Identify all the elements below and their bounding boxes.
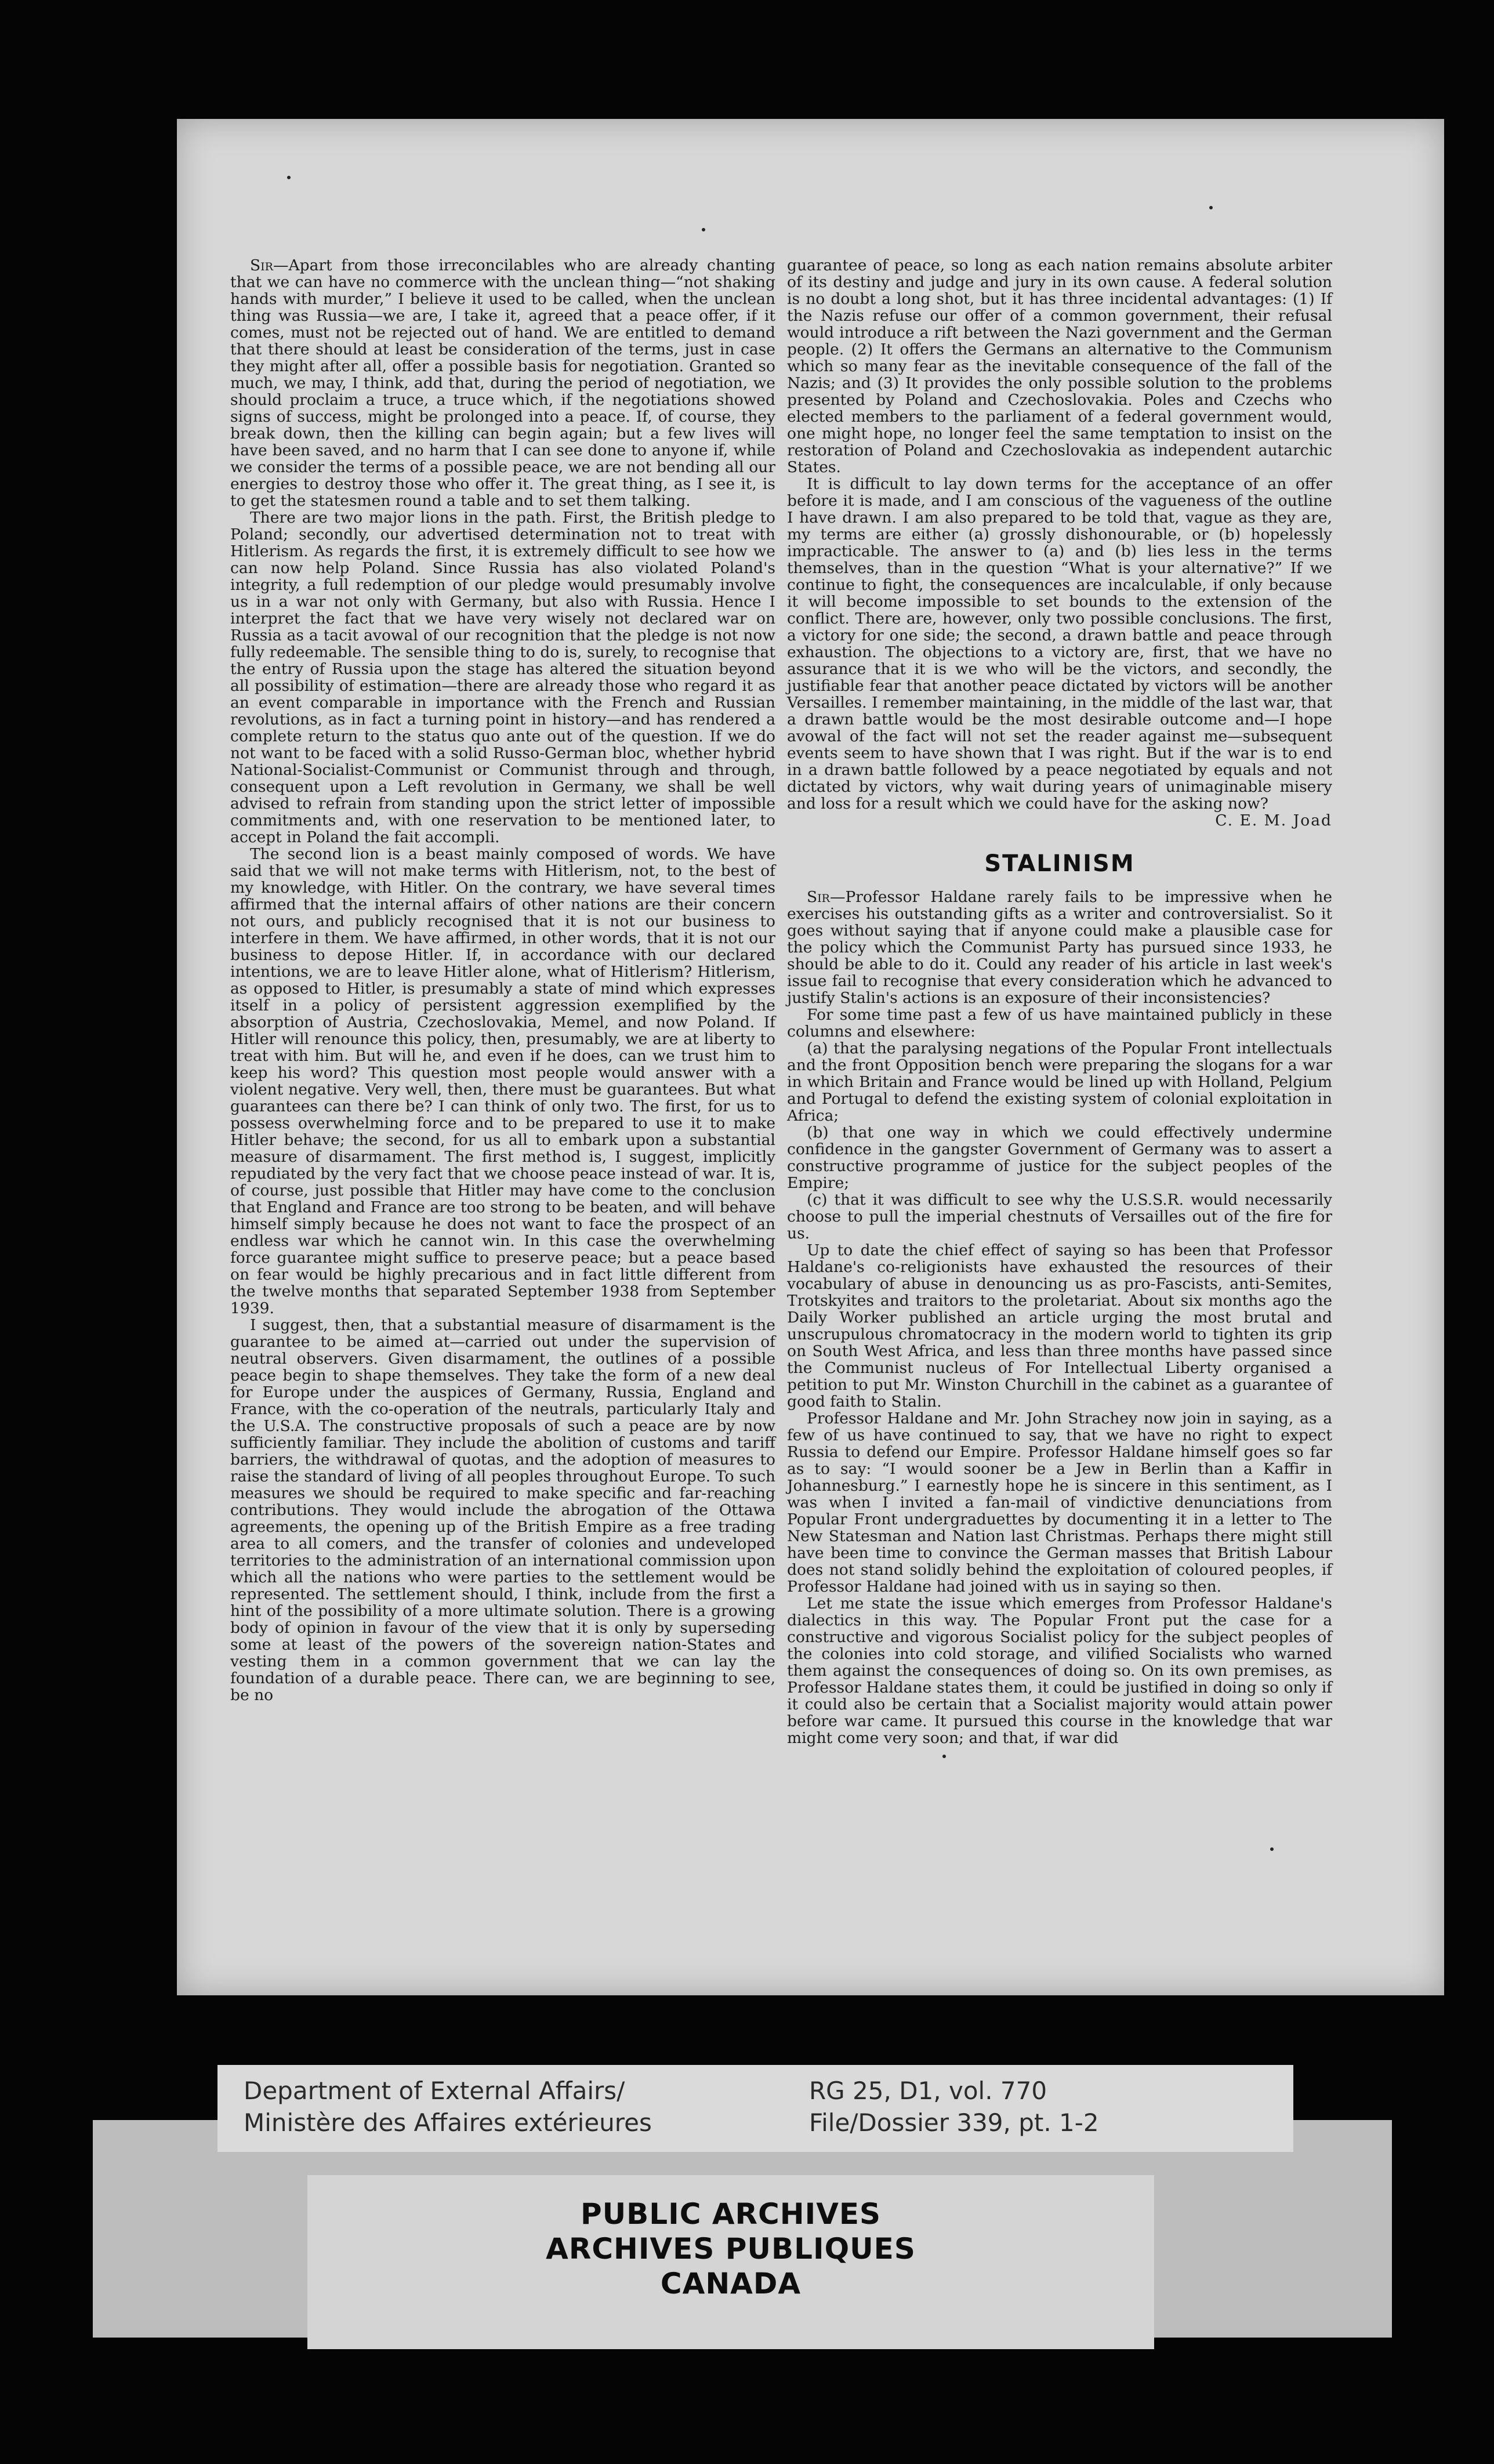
article-paragraph: It is difficult to lay down terms for the acceptance of an offer before it is made, and I am conscious of the vagueness of the outline I have drawn. I am also prepared to be told that, vague as they are, my terms are either (a) grossly dishonourable, or (b) hopelessly impracticable. The answer to (a) and (b) lies less in the terms themselves, than in the question “What is your alternative?” If we continue to fight, the consequences are incalculable, if only because it will become impossible to set bounds to the extension of the conflict. There are, however, only two possible conclusions. The first, a victory for one side; the second, a drawn battle and peace through exhaustion. The objections to a victory are, first, that we have no assurance that it is we who will be the victors, and secondly, the justifiable fear that another peace dictated by victors will be another Versailles. I remember maintaining, in the middle of the last war, that a drawn battle would be the most desirable outcome and—I hope avowal of the fact will not set the reader against me—subsequent events seem to have shown that I was right. But if the war is to end in a drawn battle followed by a peace negotiated by equals and not dictated by victors, why wait during years of unimaginable misery and loss for a result which we could have for the asking now?: [787, 475, 1332, 813]
article-right-column: [787, 257, 1332, 1746]
article-paragraph: guarantee of peace, so long as each nation remains absolute arbiter of its destiny and judge and jury in its own cause. A federal solution is no doubt a long shot, but it has three incidental advantages: (1) If the Nazis refuse our offer of a common government, their refusal would introduce a rift between the Nazi government and the German people. (2) It offers the Germans an alternative to the Communism which so many fear as the inevitable consequence of the fall of the Nazis; and (3) It provides the only possible solution to the problems presented by Poland and Czechoslovakia. Poles and Czechs who elected members to the parliament of a federal government would, one might hope, no longer feel the same temptation to insist on the restoration of Poland and Czechoslovakia as independent autarchic States.: [787, 256, 1332, 476]
letter-paragraph: (c) that it was difficult to see why the U.S.S.R. would necessarily choose to pull the imperial chestnuts of Versailles out of the fire for us.: [787, 1191, 1332, 1242]
archive-stamp-card: [93, 2120, 1392, 2338]
salutation: Sir: [807, 888, 830, 906]
stamp-line: ARCHIVES PUBLIQUES: [546, 2232, 916, 2266]
letter-paragraph: For some time past a few of us have maintained publicly in these columns and elsewhere:: [787, 1006, 1332, 1041]
letter-paragraph: Sir—Professor Haldane rarely fails to be impressive when he exercises his outstanding gifts as a writer and controversialist. So it goes without saying that if anyone could make a plausible case for the policy which the Communist Party has pursued since 1933, he should be able to do it. Could any reader of his article in last week's issue fail to recognise that every consideration which he advanced to justify Stalin's actions is an exposure of their inconsistencies?: [787, 888, 1332, 1007]
article-left-column: [230, 257, 775, 1704]
section-heading: STALINISM: [984, 850, 1135, 877]
film-speck: [1270, 1847, 1274, 1851]
film-speck: [942, 1755, 946, 1758]
letter-paragraph: Let me state the issue which emerges from Professor Haldane's dialectics in this way. The Popular Front put the case for a constructive and vigorous Socialist policy for the subject peoples of the colonies into cold storage, and vilified Socialists who warned them against the consequences of doing so. On its own premises, as Professor Haldane states them, it could be justified in doing so only if it could also be certain that a Socialist majority would attain power before war came. It pursued this course in the knowledge that war might come very soon; and that, if war did: [787, 1595, 1332, 1747]
record-group: RG 25, D1, vol. 770: [809, 2077, 1047, 2105]
letter-paragraph: Up to date the chief effect of saying so has been that Professor Haldane's co-religionists have exhausted the resources of their vocabulary of abuse in denouncing us as pro-Fascists, anti-Semites, Trotskyites and traitors to the proletariat. About six months ago the Daily Worker published an article urging the most brutal and unscrupulous chromatocracy in the modern world to tighten its grip on South West Africa, and less than three months have passed since the Communist nucleus of For Intellectual Liberty organised a petition to put Mr. Winston Churchill in the cabinet as a guarantee of good faith to Stalin.: [787, 1241, 1332, 1411]
letter-paragraph: (b) that one way in which we could effectively undermine confidence in the gangster Government of Germany was to assert a constructive programme of justice for the subject peoples of the Empire;: [787, 1124, 1332, 1192]
salutation: Sir: [250, 256, 273, 274]
letter-paragraph: (a) that the paralysing negations of the Popular Front intellectuals and the front Opposition bench were preparing the slogans for a war in which Britain and France would be lined up with Holland, Pelgium and Portugal to defend the existing system of colonial exploitation in Africa;: [787, 1039, 1332, 1125]
department-english: Department of External Affairs/: [244, 2077, 625, 2105]
archive-reference-card: [217, 2065, 1293, 2152]
file-number: File/Dossier 339, pt. 1-2: [809, 2108, 1099, 2137]
archive-stamp: [307, 2175, 1154, 2349]
newspaper-page: [177, 119, 1444, 1995]
article-paragraph: Sir—Apart from those irreconcilables who are already chanting that we can have no commerce with the unclean thing—“not shaking hands with murder,” I believe it used to be called, when the unclean thing was Russia—we are, I take it, agreed that a peace offer, if it comes, must not be rejected out of hand. We are entitled to demand that there should at least be consideration of the terms, just in case they might after all, offer a possible basis for negotiation. Granted so much, we may, I think, add that, during the period of negotiation, we should proclaim a truce, a truce which, if the negotiations showed signs of success, might be prolonged into a peace. If, of course, they break down, then the killing can begin again; but a few lives will have been saved, and no harm that I can see done to anyone if, while we consider the terms of a possible peace, we are not bending all our energies to destroy those who offer it. The great thing, as I see it, is to get the statesmen round a table and to set them talking.: [230, 256, 775, 510]
department-french: Ministère des Affaires extérieures: [244, 2108, 652, 2137]
film-speck: [1209, 206, 1213, 209]
article-paragraph: There are two major lions in the path. First, the British pledge to Poland; secondly, our advertised determination not to treat with Hitlerism. As regards the first, it is extremely difficult to see how we can now help Poland. Since Russia has also violated Poland's integrity, a full redemption of our pledge would presumably involve us in a war not only with Germany, but also with Russia. Hence I interpret the fact that we have very wisely not declared war on Russia as a tacit avowal of our recognition that the pledge is not now fully redeemable. The sensible thing to do is, surely, to recognise that the entry of Russia upon the stage has altered the situation beyond all possibility of estimation—there are already those who regard it as an event comparable in importance with the French and Russian revolutions, as in fact a turning point in history—and has rendered a complete return to the status quo ante out of the question. If we do not want to be faced with a solid Russo-German bloc, whether hybrid National-Socialist-Communist or Communist through and through, consequent upon a Left revolution in Germany, we shall be well advised to refrain from standing upon the strict letter of impossible commitments and, with one reservation to be mentioned later, to accept in Poland the fait accompli.: [230, 509, 775, 846]
letter-paragraph: Professor Haldane and Mr. John Strachey now join in saying, as a few of us have continued to say, that we have no right to expect Russia to defend our Empire. Professor Haldane himself goes so far as to say: “I would sooner be a Jew in Berlin than a Kaffir in Johannesburg.” I earnestly hope he is sincere in this sentiment, as I was when I invited a fan-mail of vindictive denunciations from Popular Front undergraduettes by documenting it in a letter to The New Statesman and Nation last Christmas. Perhaps there might still have been time to convince the German masses that British Labour does not stand solidly behind the exploitation of coloured peoples, if Professor Haldane had joined with us in saying so then.: [787, 1409, 1332, 1596]
stamp-line: PUBLIC ARCHIVES: [580, 2197, 882, 2231]
film-speck: [287, 176, 291, 179]
article-paragraph: I suggest, then, that a substantial measure of disarmament is the guarantee to be aimed at—carried out under the supervision of neutral observers. Given disarmament, the outlines of a possible peace begin to shape themselves. They take the form of a new deal for Europe under the auspices of Germany, Russia, England and France, with the co-operation of the neutrals, particularly Italy and the U.S.A. The constructive proposals of such a peace are by now sufficiently familiar. They include the abolition of customs and tariff barriers, the withdrawal of quotas, and the adoption of measures to raise the standard of living of all peoples throughout Europe. To such measures we should be required to make specific and far-reaching contributions. They would include the abrogation of the Ottawa agreements, the opening up of the British Empire as a free trading area to all comers, and the transfer of colonies and undeveloped territories to the administration of an international commission upon which all the nations who were parties to the settlement would be represented. The settlement should, I think, include from the first a hint of the possibility of a more ultimate solution. There is a growing body of opinion in favour of the view that it is only by superseding some at least of the powers of the sovereign nation-States and vesting them in a common government that we can lay the foundation of a durable peace. There can, we are beginning to see, be no: [230, 1316, 775, 1704]
stamp-line: CANADA: [660, 2267, 802, 2300]
film-speck: [702, 228, 705, 231]
article-paragraph: The second lion is a beast mainly composed of words. We have said that we will not make terms with Hitlerism, not, to the best of my knowledge, with Hitler. On the contrary, we have several times affirmed that the internal affairs of other nations are their concern not ours, and publicly recognised that it is not our business to interfere in them. We have affirmed, in other words, that it is not our business to depose Hitler. If, in accordance with our declared intentions, we are to leave Hitler alone, what of Hitlerism? Hitlerism, as opposed to Hitler, is presumably a state of mind which expresses itself in a policy of persistent aggression exemplified by the absorption of Austria, Czechoslovakia, Memel, and now Poland. If Hitler will renounce this policy, then, presumably, we are at liberty to treat with him. But will he, and even if he does, can we trust him to keep his word? This question most people would answer with a violent negative. Very well, then, there must be guarantees. But what guarantees can there be? I can think of only two. The first, for us to possess overwhelming force and to be prepared to use it to make Hitler behave; the second, for us all to embark upon a substantial measure of disarmament. The first method is, I suggest, implicitly repudiated by the very fact that we choose peace instead of war. It is, of course, just possible that Hitler may have come to the conclusion that England and France are too strong to be beaten, and will behave himself simply because he does not want to face the prospect of an endless war which he cannot win. In this case the overwhelming force guarantee might suffice to preserve peace; but a peace based on fear would be highly precarious and in fact little different from the twelve months that separated September 1938 from September 1939.: [230, 845, 775, 1317]
signature: C. E. M. Joad: [1215, 811, 1332, 829]
